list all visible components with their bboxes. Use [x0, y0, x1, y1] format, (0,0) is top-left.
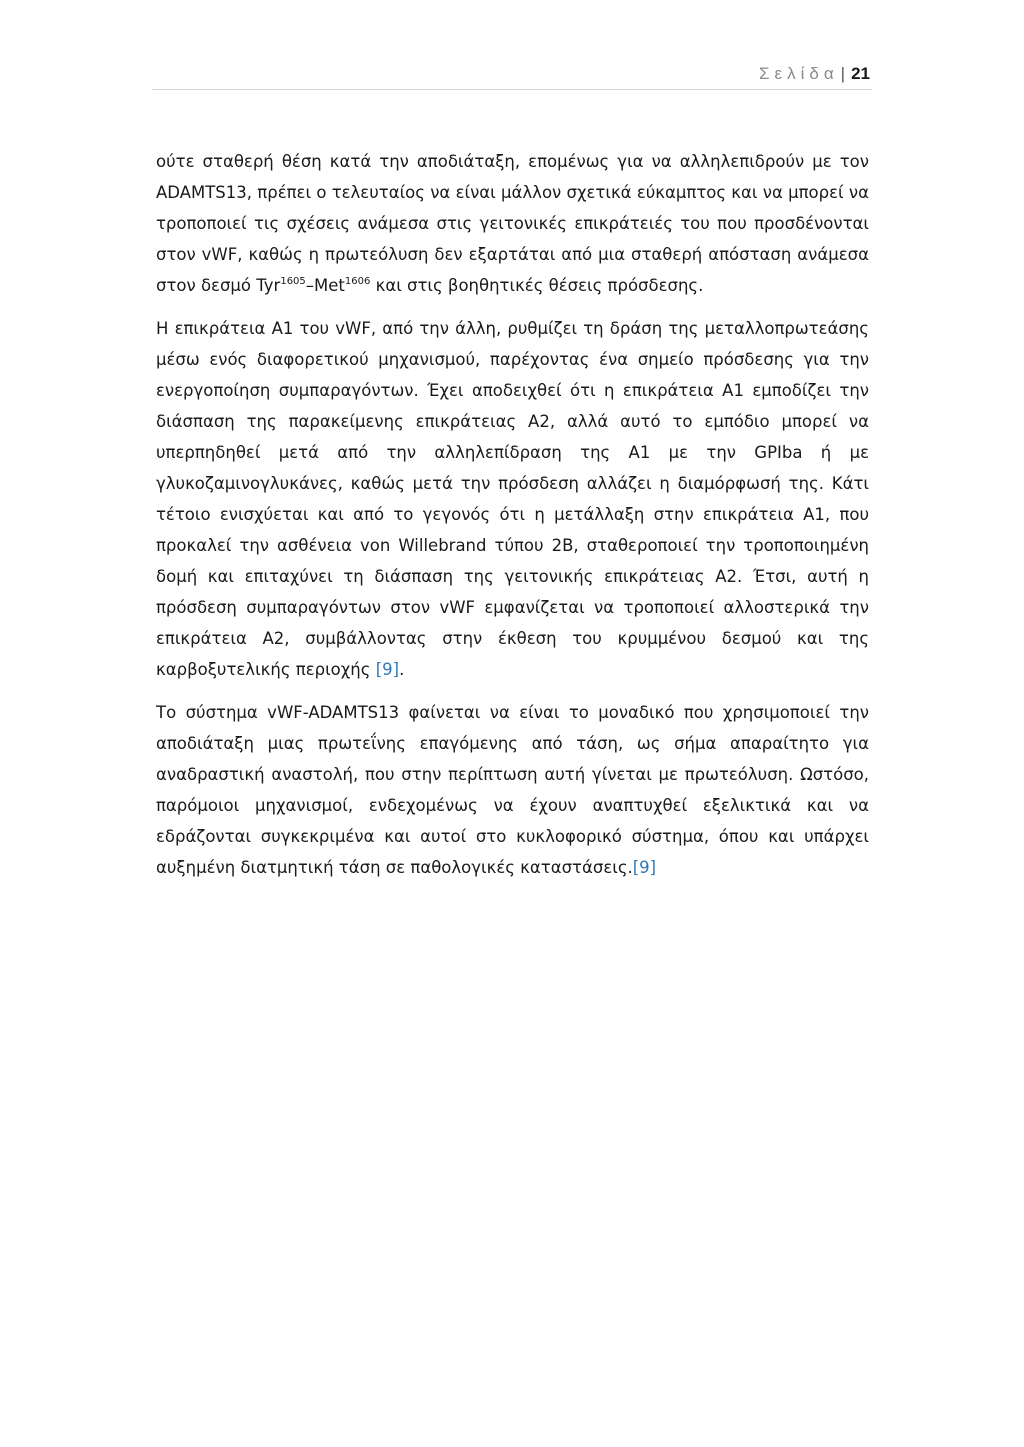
paragraph-3 [156, 697, 869, 883]
page-number-label [759, 64, 870, 84]
page-header [152, 60, 872, 90]
paragraph-3-text: Το σύστημα vWF-ADAMTS13 φαίνεται να είναι το μοναδικό που χρησιμοποιεί την αποδιάταξη μιας πρωτεΐνης επαγόμενης από τάση, ως σήμα απαραίτητο για αναδραστική αναστολή, που στην περίπτωση αυτή γίνεται με πρωτεόλυση. Ωστόσο, παρόμοιοι μηχανισμοί, ενδεχομένως να έχουν αναπτυχθεί εξελικτικά και να εδράζονται συγκεκριμένα και αυτοί στο κυκλοφορικό σύστημα, όπου και υπάρχει αυξημένη διατμητική τάση σε παθολογικές καταστάσεις. [156, 703, 869, 877]
document-body [156, 146, 869, 895]
superscript-1605: 1605 [280, 276, 306, 287]
citation-link[interactable]: [9] [375, 660, 400, 679]
page-word: Σελίδα [759, 64, 839, 83]
header-separator: | [840, 64, 846, 83]
page-number: 21 [851, 64, 870, 83]
citation-link[interactable]: [9] [632, 858, 657, 877]
paragraph-1 [156, 146, 869, 301]
paragraph-2-end: . [399, 660, 405, 679]
paragraph-2-text: Η επικράτεια A1 του vWF, από την άλλη, ρυθμίζει τη δράση της μεταλλοπρωτεάσης μέσω ενός διαφορετικού μηχανισμού, παρέχοντας ένα σημείο πρόσδεσης για την ενεργοποίηση συμπαραγόντων. Έχει αποδειχθεί ότι η επικράτεια A1 εμποδίζει την διάσπαση της παρακείμενης επικράτειας A2, αλλά αυτό το εμπόδιο μπορεί να υπερπηδηθεί μετά από την αλληλεπίδραση της A1 με την GPIba ή με γλυκοζαμινογλυκάνες, καθώς μετά την πρόσδεση αλλάζει η διαμόρφωσή της. Κάτι τέτοιο ενισχύεται και από το γεγονός ότι η μετάλλαξη στην επικράτεια A1, που προκαλεί την ασθένεια von Willebrand τύπου 2B, σταθεροποιεί την τροποποιημένη δομή και επιταχύνει τη διάσπαση της γειτονικής επικράτειας A2. Έτσι, αυτή η πρόσδεση συμπαραγόντων στον vWF εμφανίζεται να τροποποιεί αλλοστερικά την επικράτεια A2, συμβάλλοντας στην έκθεση του κρυμμένου δεσμού και της καρβοξυτελικής περιοχής [156, 319, 869, 679]
paragraph-1-text-a: ούτε σταθερή θέση κατά την αποδιάταξη, επομένως για να αλληλεπιδρούν με τον ADAMTS13, πρέπει ο τελευταίος να είναι μάλλον σχετικά εύκαμπτος και να μπορεί να τροποποιεί τις σχέσεις ανάμεσα στις γειτονικές επικράτειές του που προσδένονται στον vWF, καθώς η πρωτεόλυση δεν εξαρτάται από μια σταθερή απόσταση ανάμεσα στον δεσμό Tyr [156, 152, 869, 295]
paragraph-1-text-c: και στις βοηθητικές θέσεις πρόσδεσης. [370, 276, 704, 295]
paragraph-2 [156, 313, 869, 685]
paragraph-1-text-b: –Met [305, 276, 345, 295]
superscript-1606: 1606 [344, 276, 371, 287]
